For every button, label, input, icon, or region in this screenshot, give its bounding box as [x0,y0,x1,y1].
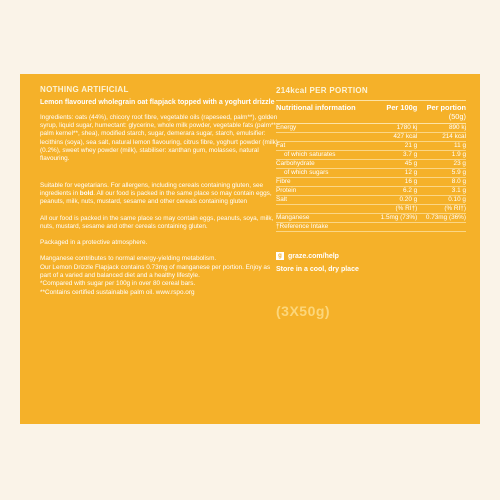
kcal-heading: 214kcal PER PORTION [276,86,368,95]
product-subtitle: Lemon flavoured wholegrain oat flapjack topped with a yoghurt drizzle [40,99,275,107]
manganese-line2: Our Lemon Drizzle Flapjack contains 0.73mg of manganese per portion. Enjoy as part of a varied and balanced diet and a healthy lifestyle. [40,263,271,280]
table-cell: 3.7 g [373,151,417,160]
table-cell [276,133,373,142]
table-row [276,133,466,142]
table-row [276,187,466,196]
table-cell: Protein [276,187,373,196]
table-row [276,214,466,223]
col-header-per100: Per 100g [373,101,417,124]
table-cell: 1.5mg (73%) [373,214,417,223]
table-cell: 0.20 g [373,196,417,205]
table-cell: 5.9 g [417,169,466,178]
table-cell: 0.73mg (36%) [417,214,466,223]
allergen-note: Suitable for vegetarians. For allergens, including cereals containing gluten, see ingredients in bold. All our food is packed in the same place so may contain eggs, peanuts, milk, nuts, mustard, sesame and other cereals containing gluten [40,181,272,206]
table-cell: †Reference Intake [276,223,373,232]
table-cell: 6.2 g [373,187,417,196]
table-cell: 214 kcal [417,133,466,142]
nutrition-panel [20,74,480,424]
table-cell: (% RI†) [373,205,417,214]
table-cell: 0.10 g [417,196,466,205]
pack-weight: (3X50g) [276,303,331,320]
table-cell: 1780 kj [373,124,417,133]
table-cell: 3.1 g [417,187,466,196]
table-row [276,178,466,187]
table-cell [373,223,417,232]
table-cell: 427 kcal [373,133,417,142]
table-row [276,169,466,178]
table-cell: 890 kj [417,124,466,133]
graze-logo-icon: g [276,252,284,260]
table-cell: 1.9 g [417,151,466,160]
table-row [276,151,466,160]
table-row [276,196,466,205]
table-cell: of which saturates [276,151,373,160]
table-cell [276,205,373,214]
right-column [276,86,466,319]
col-header-portion: Per portion (50g) [417,101,466,124]
ingredients-text: Ingredients: oats (44%), chicory root fibre, vegetable oils (rapeseed, palm**), golden syrup, liquid sugar, humectant: glycerine, whole milk powder, vegetable fats (palm**, palm kernel**, shea), modified starch, sugar, demerara sugar, starch, emulsifier: lecithins (soya), sea salt, natural lemon flavouring, citrus fibre, yoghurt powder (milk) (0.2%), sweet whey powder (milk), stabiliser: xanthan gum, molasses, natural flavouring. [40,113,278,163]
table-cell: 8.0 g [417,178,466,187]
table-row [276,160,466,169]
table-cell: 12 g [373,169,417,178]
table-cell: Carbohydrate [276,160,373,169]
manganese-line1: Manganese contributes to normal energy-yielding metabolism. [40,255,217,263]
table-cell: 11 g [417,142,466,151]
table-cell: 45 g [373,160,417,169]
atmosphere-note: Packaged in a protective atmosphere. [40,239,148,247]
table-row [276,142,466,151]
table-cell: Fibre [276,178,373,187]
col-header-nutrition: Nutritional information [276,101,373,124]
footnote-sugar: *Compared with sugar per 100g in over 80 cereal bars. [40,280,196,288]
storage-instructions: Store in a cool, dry place [276,266,359,274]
table-cell: of which sugars [276,169,373,178]
table-cell [417,223,466,232]
table-row [276,205,466,214]
left-column [40,86,278,297]
nothing-artificial-heading: NOTHING ARTIFICIAL [40,85,129,94]
footnote-palm: **Contains certified sustainable palm oil. www.rspo.org [40,288,195,296]
table-cell: 23 g [417,160,466,169]
table-row [276,124,466,133]
table-cell: Fat [276,142,373,151]
packed-note: All our food is packed in the same place so may contain eggs, peanuts, soya, milk, nuts, mustard, sesame and other cereals containing gluten. [40,214,274,230]
table-cell: 16 g [373,178,417,187]
table-cell: Manganese [276,214,373,223]
table-row [276,223,466,232]
table-cell: Energy [276,124,373,133]
table-cell: 21 g [373,142,417,151]
website-link[interactable]: g graze.com/help [276,252,466,260]
table-cell: Salt [276,196,373,205]
table-cell: (% RI†) [417,205,466,214]
nutrition-table [276,100,466,232]
